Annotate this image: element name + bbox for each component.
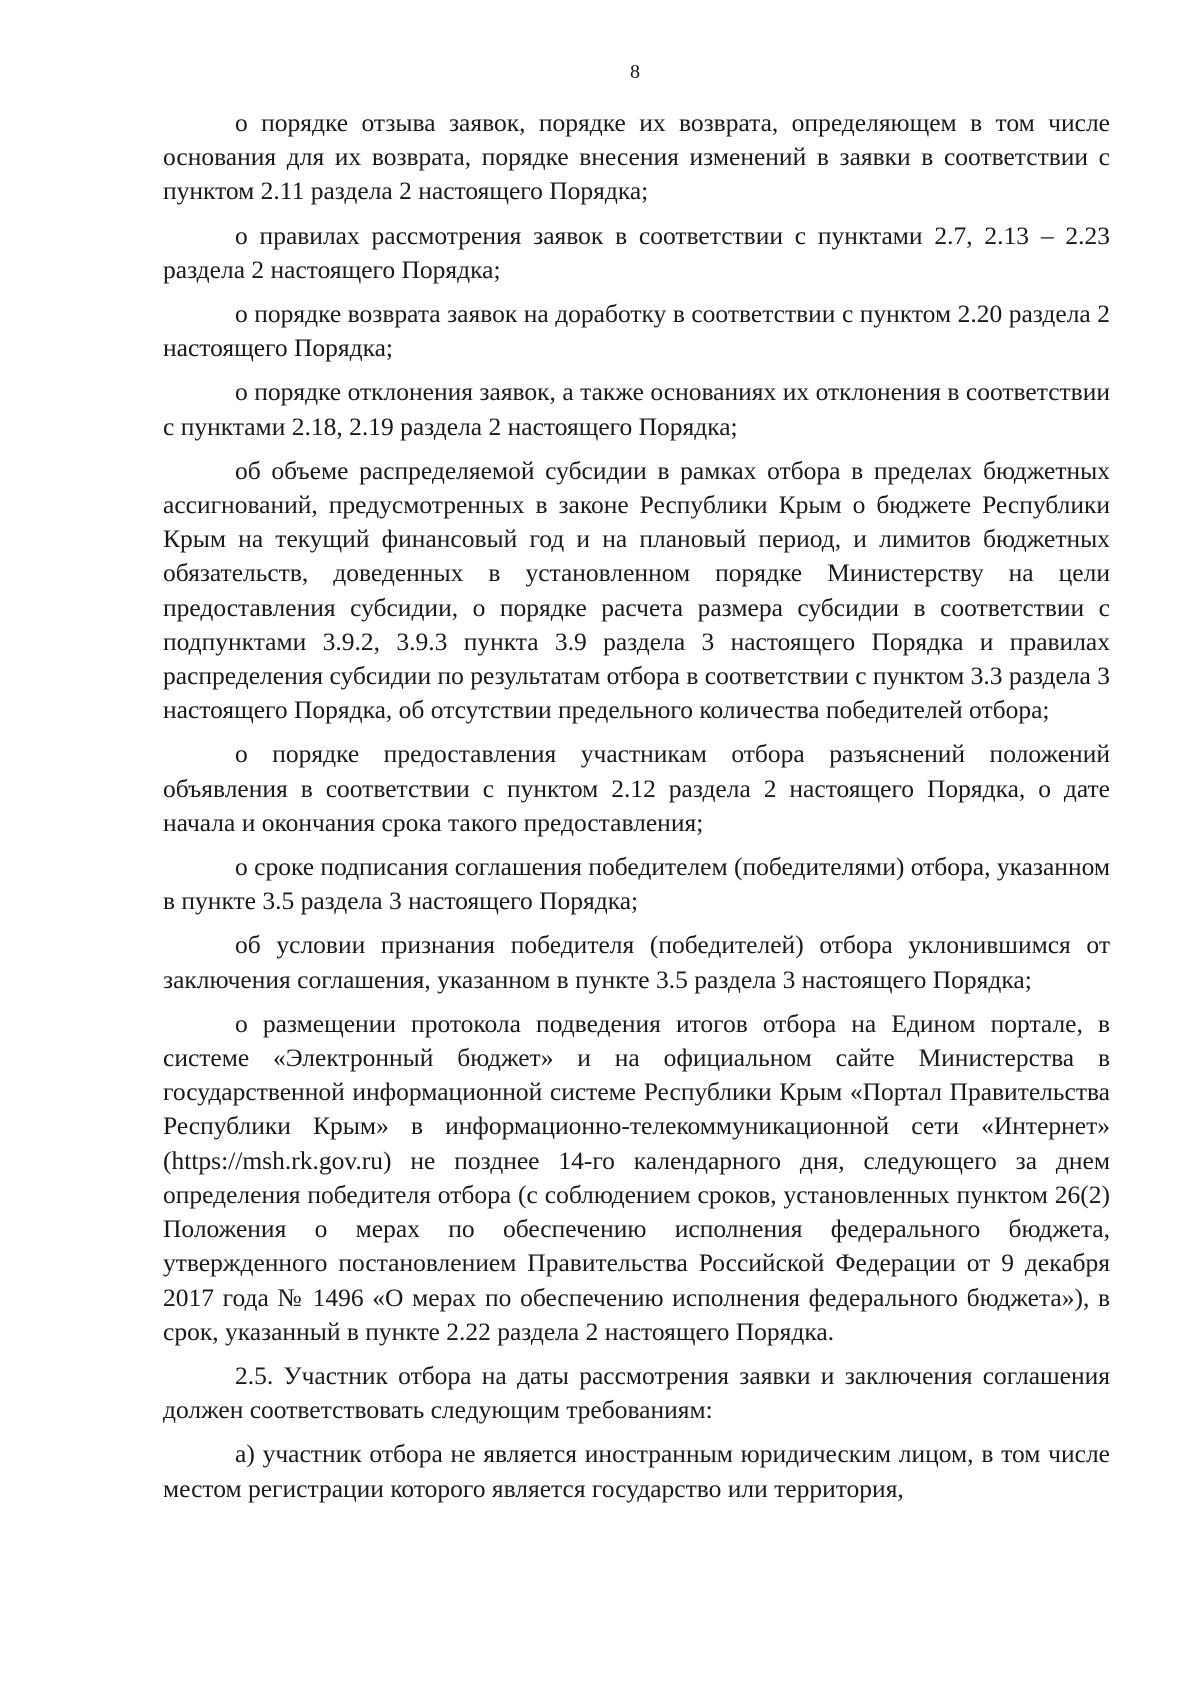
paragraph-subsidy-volume: об объеме распределяемой субсидии в рамках отбора в пределах бюджетных ассигнований, предусмотренных в законе Республики Крым о бюджете Республики Крым на текущий финансовый год и на плановый период, и лимитов бюджетных обязательств, доведенных в установленном порядке Министерству на цели предоставления субсидии, о порядке расчета размера субсидии в соответствии с подпунктами 3.9.2, 3.9.3 пункта 3.9 раздела 3 настоящего Порядка и правилах распределения субсидии по результатам отбора в соответствии с пунктом 3.3 раздела 3 настоящего Порядка, об отсутствии предельного количества победителей отбора; (163, 455, 1110, 725)
paragraph-protocol-publication: о размещении протокола подведения итогов отбора на Едином портале, в системе «Электронный бюджет» и на официальном сайте Министерства в государственной информационной системе Республики Крым «Портал Правительства Республики Крым» в информационно-телекоммуникационной сети «Интернет» (https://msh.rk.gov.ru) не позднее 14-го календарного дня, следующего за днем определения победителя отбора (с соблюдением сроков, установленных пунктом 26(2) Положения о мерах по обеспечению исполнения федерального бюджета, утвержденного постановлением Правительства Российской Федерации от 9 декабря 2017 года № 1496 «О мерах по обеспечению исполнения федерального бюджета»), в срок, указанный в пункте 2.22 раздела 2 настоящего Порядка. (163, 1008, 1110, 1346)
paragraph-agreement-signing-term: о сроке подписания соглашения победителем (победителями) отбора, указанном в пункте 3.5 раздела 3 настоящего Порядка; (163, 852, 1110, 916)
document-body (163, 106, 1110, 1516)
paragraph-evasion-condition: об условии признания победителя (победителей) отбора уклонившимся от заключения соглашения, указанном в пункте 3.5 раздела 3 настоящего Порядка; (163, 930, 1110, 994)
page-number: 8 (630, 61, 640, 83)
paragraph-withdrawal-of-applications: о порядке отзыва заявок, порядке их возврата, определяющем в том числе основания для их возврата, порядке внесения изменений в заявки в соответствии с пунктом 2.11 раздела 2 настоящего Порядка; (163, 108, 1110, 206)
paragraph-rejection-procedure: о порядке отклонения заявок, а также основаниях их отклонения в соответствии с пунктами 2.18, 2.19 раздела 2 настоящего Порядка; (163, 377, 1110, 441)
paragraph-section-2-5: 2.5. Участник отбора на даты рассмотрения заявки и заключения соглашения должен соответствовать следующим требованиям: (163, 1360, 1110, 1425)
paragraph-requirement-a: а) участник отбора не является иностранным юридическим лицом, в том числе местом регистрации которого является государство или территория, (163, 1439, 1110, 1503)
paragraph-return-for-revision: о порядке возврата заявок на доработку в соответствии с пунктом 2.20 раздела 2 настоящего Порядка; (163, 299, 1110, 363)
paragraph-review-rules: о правилах рассмотрения заявок в соответствии с пунктами 2.7, 2.13 – 2.23 раздела 2 настоящего Порядка; (163, 220, 1110, 284)
paragraph-clarifications: о порядке предоставления участникам отбора разъяснений положений объявления в соответствии с пунктом 2.12 раздела 2 настоящего Порядка, о дате начала и окончания срока такого предоставления; (163, 739, 1110, 837)
